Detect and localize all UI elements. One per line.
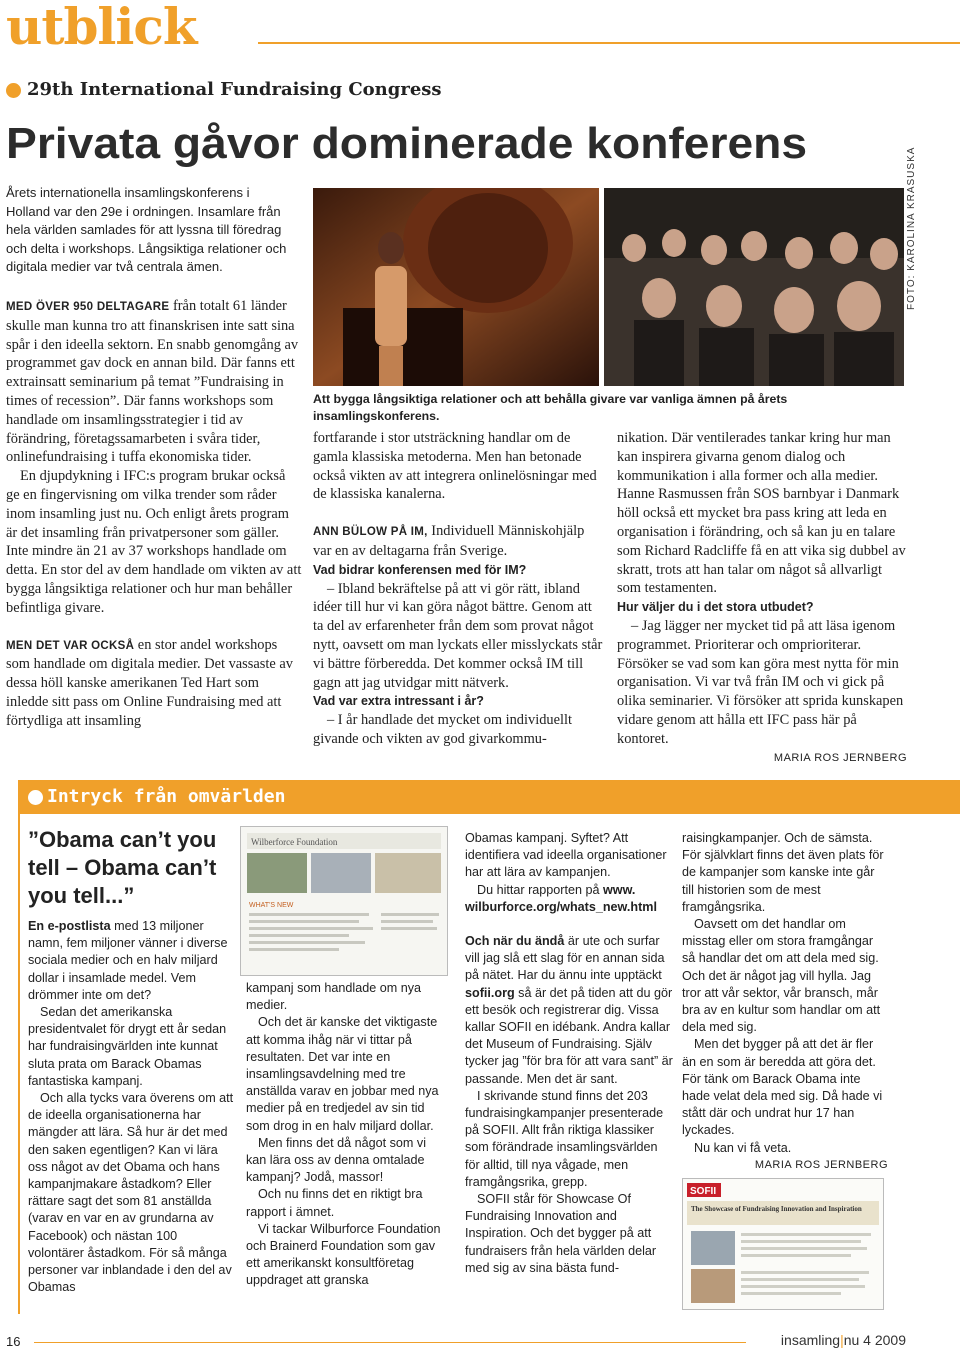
masthead: utblick: [6, 0, 197, 56]
bullet-dot-icon: [6, 83, 21, 98]
paragraph: Och det är kanske det viktigaste att komma ihåg när vi tittar på resultaten. Det var inte en insamlingsavdelning med tre anställda varav en jobbar med nya medier på en tredjedel av sin tid som drog in en halv miljard dollar.: [246, 1015, 439, 1133]
column-d: [682, 830, 888, 1174]
paragraph: Vi tackar Wilburforce Foundation och Brainerd Foundation som gav ett amerikanskt konsultföretag uppdraget att granska: [246, 1221, 441, 1288]
article-column-2: [313, 429, 603, 749]
bullet-dot-icon: [28, 790, 43, 805]
paragraph: raisingkampanjer. Och de sämsta. För självklart finns det även plats för de kampanjer som kanske inte går till historien som de mest framgångsrika.: [682, 831, 884, 914]
headline: Privata gåvor dominerade konferens: [6, 119, 808, 168]
paragraph: nikation. Där ventilerades tankar kring hur man kan inspirera givarna genom dialog och kommunikation i alla former och alla medier. Hanne Rasmussen från SOS barnbyar i Danmark höll också ett mycket bra pass kring att leda en organisation i förändring, och så kan ju en talare som Richard Radcliffe få en att vika sig dubbel av skratt, trots att han talar om något så allvarligt som testamenten.: [617, 430, 906, 597]
issue-number: nu 4 2009: [843, 1332, 906, 1348]
column-b: [246, 980, 446, 1290]
section-side-rule: [18, 814, 20, 1314]
paragraph: Och nu finns det en riktigt bra rapport i ämnet.: [246, 1187, 423, 1219]
paragraph: Men finns det då något som vi kan lära oss av denna omtalade kampanj? Jodå, massor!: [246, 1135, 427, 1185]
footer-rule: [34, 1342, 746, 1343]
screenshot-site-title: Wilberforce Foundation: [251, 837, 338, 847]
screenshot-heading: WHAT'S NEW: [249, 902, 294, 909]
paragraph-text: är ute och surfar vill jag slå ett slag för en annan sida på nätet. Har du ännu inte upptäckt: [465, 934, 665, 983]
paragraph-text: med 13 miljoner namn, fem miljoner vänner i diverse sociala medier och en halv miljard dollar i insamlade medel. Vem drömmer inte om det?: [28, 919, 228, 1002]
column-c: [465, 830, 673, 1277]
screenshot-heading: The Showcase of Fundraising Innovation and Inspiration: [691, 1205, 862, 1213]
paragraph: Och alla tycks vara överens om att de ideella organisationerna har mängder att lära. Så hur är det med den saken egentligen? Kan vi lära oss något av det Obama och hans kampanjmakare åstadkom? Eller rättare sagt det som 81 anställda (varav en var en av grundarna av Facebook) och nästan 100 volontärer åstadkom. För så många personer var inblandade i den del av Obamas: [28, 1091, 234, 1295]
byline: MARIA ROS JERNBERG: [754, 1158, 888, 1171]
paragraph: Oavsett om det handlar om misstag eller om stora framgångar så handlar det om att dela med sig. Och det är något jag vill hylla. Jag tror att vår sektor, vår bransch, mår bra av en kultur som handlar om att dela med sig.: [682, 917, 881, 1035]
interview-answer: – Jag lägger ner mycket tid på att läsa igenom programmet. Prioriterar och omprioriterar. Försöker se vad som kan göra mest nytta för min organisation. Vi var två från IM och vi gick på olika seminarier. Vi försöker att sprida kunskapen vidare genom att hålla ett IFC pass här på kontoret.: [617, 617, 904, 747]
paragraph: [6, 636, 302, 731]
separator: |: [840, 1332, 844, 1348]
interview-question: Vad bidrar konferensen med för IM?: [313, 562, 527, 577]
photo-caption: Att bygga långsiktiga relationer och att behålla givare var vanliga ämnen på årets insamlingskonferens.: [313, 392, 788, 423]
paragraph: fortfarande i stor utsträckning handlar om de gamla klassiska metoderna. Men han betonade också vikten av att integrera onlinelösningar med de klassiska kanalerna.: [313, 430, 597, 503]
lead-in: ANN BÜLOW PÅ IM,: [313, 526, 428, 539]
paragraph: En djupdykning i IFC:s program brukar också ge en fingervisning om vilka trender som råder inom insamling just nu. Och enligt årets program är det insamling från privatpersoner som gäller. Inte mindre än 21 av 37 workshops handlade om detta. En stor del av dem handlade om vikten av att bygga långsiktiga relationer och hur man behåller befintliga givare.: [6, 468, 302, 616]
paragraph: [6, 297, 302, 467]
column-a: [28, 918, 234, 1296]
interview-question: Vad var extra intressant i år?: [313, 694, 484, 709]
paragraph-text: en stor andel workshops som handlade om digitala medier. Det vassaste av dessa höll kanske amerikanen Ted Hart som inledde sitt pass om Online Fundraising med att förtydliga att insamling: [6, 636, 293, 729]
paragraph: Obamas kampanj. Syftet? Att identifiera vad ideella organisationer har att lära av kampanjen.: [465, 831, 667, 880]
lead-in: En e-postlista: [28, 919, 111, 933]
lead-in: MED ÖVER 950 DELTAGARE: [6, 301, 170, 313]
paragraph-text: Du hittar rapporten på: [477, 882, 604, 897]
speaker-photo: [313, 188, 599, 386]
kicker: [6, 78, 442, 102]
sofii-screenshot: [682, 1178, 884, 1310]
wilburforce-screenshot: [240, 826, 448, 976]
sofii-link[interactable]: sofii.org: [465, 985, 515, 1000]
paragraph: SOFII står för Showcase Of Fundraising Innovation and Inspiration. Och det bygger på att fundraisers från hela världen delar med sig av sina bästa fund-: [465, 1192, 657, 1275]
paragraph-text: Individuell Människohjälp var en av deltagarna från Sverige.: [313, 523, 585, 559]
section-subhead: ”Obama can’t you tell – Obama can’t you tell...”: [28, 827, 217, 908]
paragraph: [28, 918, 234, 1004]
article-column-3: [617, 429, 907, 767]
interview-answer: – Ibland bekräftelse på att vi gör rätt, ibland idéer till hur vi kan göra något bättre. Genom att ta del av erfarenheter från dem som provat något nytt, oavsett om man lyckats eller misslyckats står vi bättre förberedda. Det kommer också IM till gagn att jag utvidgar mitt nätverk.: [313, 580, 603, 691]
paragraph-text: från totalt 61 länder skulle man kunna tro att finanskrisen inte satt sina spår i den ideella sektorn. En snabb genomgång av programmet gav dock en annan bild. Där fanns ett extrainsatt seminarium på temat ”Fundraising in times of recession”. Där fanns workshops som handlade om insamlingsstrategier i tid av förändring, företagssamarbeten i svåra tider, onlinefundraising i tuffa ekonomiska tider.: [6, 298, 299, 466]
paragraph: Nu kan vi få veta.: [694, 1140, 792, 1155]
section-title: [28, 783, 285, 811]
article-column-1: [6, 297, 302, 731]
paragraph: kampanj som handlade om nya medier.: [246, 981, 422, 1013]
paragraph: Sedan det amerikanska presidentvalet för drygt ett år sedan har fundraisingvärlden inte kunnat sluta prata om Barack Obamas fantastiska kampanj.: [28, 1005, 227, 1088]
interview-answer: – I år handlade det mycket om individuellt givande och vikten av god givarkommu-: [313, 712, 572, 747]
interview-question: Hur väljer du i det stora utbudet?: [617, 600, 814, 615]
paragraph: [465, 933, 673, 1088]
lead-in: MEN DET VAR OCKSÅ: [6, 639, 135, 652]
photo-credit: FOTO: KAROLINA KRASUSKA: [906, 146, 917, 310]
paragraph: Men det bygger på att det är fler än en som är beredda att göra det. För tänk om Barack Obama inte hade velat dela med sig. Då hade vi stått där och undrat hur 17 han lyckades.: [682, 1037, 883, 1138]
sofii-logo: SOFII: [690, 1186, 717, 1197]
kicker-text: 29th International Fundraising Congress: [27, 79, 442, 100]
lead-in: Och när du ändå: [465, 934, 565, 949]
audience-photo: [604, 188, 904, 386]
magazine-name: insamling: [780, 1332, 841, 1348]
report-url-link[interactable]: www. wilburforce.org/whats_new.html: [465, 882, 657, 914]
page-number: 16: [6, 1334, 21, 1349]
masthead-rule: [258, 42, 960, 44]
byline: MARIA ROS JERNBERG: [773, 751, 907, 764]
paragraph: I skrivande stund finns det 203 fundraisingkampanjer presenterade på SOFII. Allt från riktiga klassiker som förändrade insamlingsvärlden för alltid, till nya vågade, men framgångsrika, grepp.: [465, 1088, 664, 1189]
paragraph: [465, 882, 673, 916]
magazine-issue: [781, 1332, 906, 1348]
ingress: Årets internationella insamlingskonferens i Holland var den 29e i ordningen. Insamlare från hela världen samlades för att lyssna till föredrag och delta i workshops. Långsiktiga relationer och digitala medier var två centrala ämen.: [6, 185, 287, 275]
section-title-text: Intryck från omvärlden: [47, 786, 286, 807]
paragraph-text: så är det på tiden att du gör ett besök och registrerar dig. Vissa kallar SOFII en idébank. Andra kallar det Museum of Fundraising. Själv tycker jag ”för bra för att vara sant” är passande. Men det är sant.: [465, 985, 673, 1086]
paragraph: [313, 522, 603, 561]
